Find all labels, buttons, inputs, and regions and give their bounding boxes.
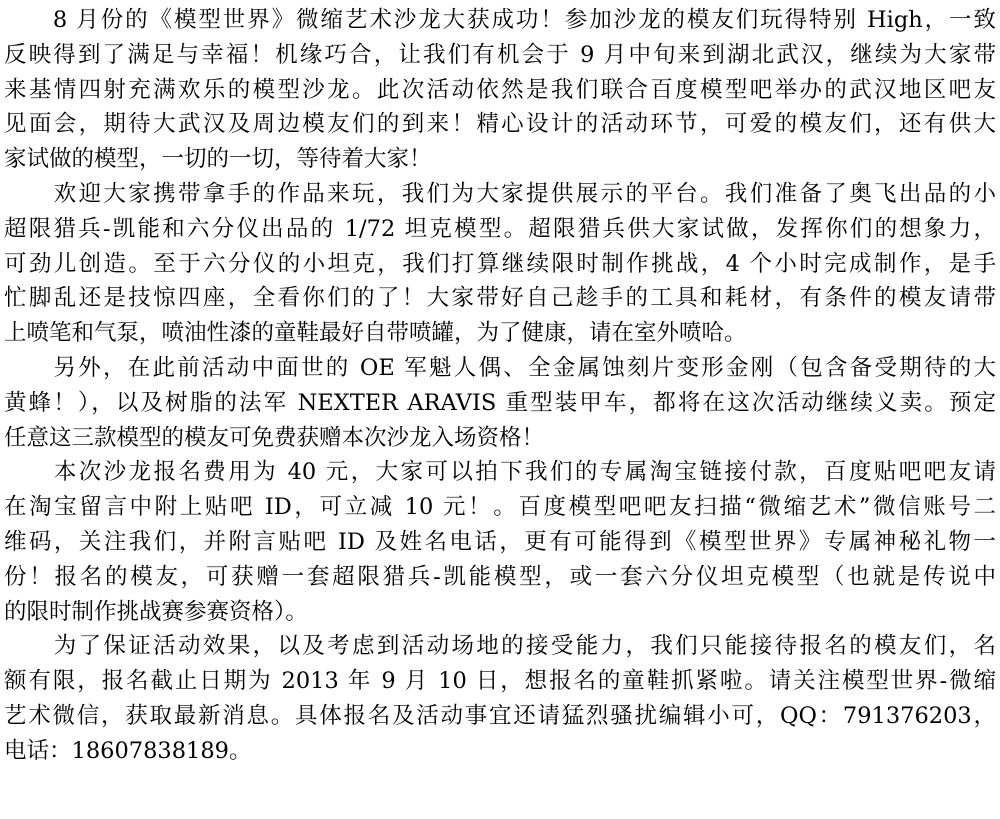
paragraph-registration-fee [4,455,996,629]
text-line: 的限时制作挑战赛参赛资格）。 [4,598,308,625]
text-line: 见面会，期待大武汉及周边模友们的到来！精心设计的活动环节，可爱的模友们，还有供大 [4,111,996,138]
text-line: 忙脚乱还是技惊四座，全看你们的了！大家带好自己趁手的工具和耗材，有条件的模友请带 [4,285,996,312]
paragraph-event-intro [4,3,996,177]
text-line: 另外，在此前活动中面世的 OE 军魁人偶、全金属蚀刻片变形金刚（包含备受期待的大 [4,354,996,381]
text-line: 本次沙龙报名费用为 40 元，大家可以拍下我们的专属淘宝链接付款，百度贴吧吧友请 [4,459,996,486]
text-line: 反映得到了满足与幸福！机缘巧合，让我们有机会于 9 月中旬来到湖北武汉，继续为大家带 [4,41,996,68]
text-line: 超限猎兵-凯能和六分仪出品的 1/72 坦克模型。超限猎兵供大家试做，发挥你们的想象力， [4,215,996,242]
text-line: 8 月份的《模型世界》微缩艺术沙龙大获成功！参加沙龙的模友们玩得特别 High，一致 [4,7,996,33]
text-line: 艺术微信，获取最新消息。具体报名及活动事宜还请猛烈骚扰编辑小可，QQ：791376203， [4,702,996,729]
paragraph-charity-sale [4,351,996,455]
text-line: 电话：18607838189。 [4,737,252,764]
text-line: 家试做的模型，一切的一切，等待着大家！ [4,146,432,173]
paragraph-contact-info [4,629,996,768]
text-line: 可劲儿创造。至于六分仪的小坦克，我们打算继续限时制作挑战，4 个小时完成制作，是手 [4,250,996,277]
text-line: 在淘宝留言中附上贴吧 ID，可立减 10 元！。百度模型吧吧友扫描“微缩艺术”微信账号二 [4,494,996,521]
text-line: 份！报名的模友，可获赠一套超限猎兵-凯能模型，或一套六分仪坦克模型（也就是传说中 [4,563,996,590]
text-line: 来基情四射充满欢乐的模型沙龙。此次活动依然是我们联合百度模型吧举办的武汉地区吧友 [4,76,996,103]
text-line: 额有限，报名截止日期为 2013 年 9 月 10 日，想报名的童鞋抓紧啦。请关注模型世界-微缩 [4,668,996,695]
text-line: 欢迎大家携带拿手的作品来玩，我们为大家提供展示的平台。我们准备了奥飞出品的小 [4,180,996,207]
text-line: 上喷笔和气泵，喷油性漆的童鞋最好自带喷罐，为了健康，请在室外喷哈。 [4,320,747,347]
text-line: 任意这三款模型的模友可免费获赠本次沙龙入场资格！ [4,424,545,451]
text-line: 维码，关注我们，并附言贴吧 ID 及姓名电话，更有可能得到《模型世界》专属神秘礼物一 [4,528,996,555]
text-line: 黄蜂！），以及树脂的法军 NEXTER ARAVIS 重型装甲车，都将在这次活动继续义卖。预定 [4,389,996,416]
text-line: 为了保证活动效果，以及考虑到活动场地的接受能力，我们只能接待报名的模友们，名 [4,633,996,660]
paragraph-bring-works [4,177,996,351]
